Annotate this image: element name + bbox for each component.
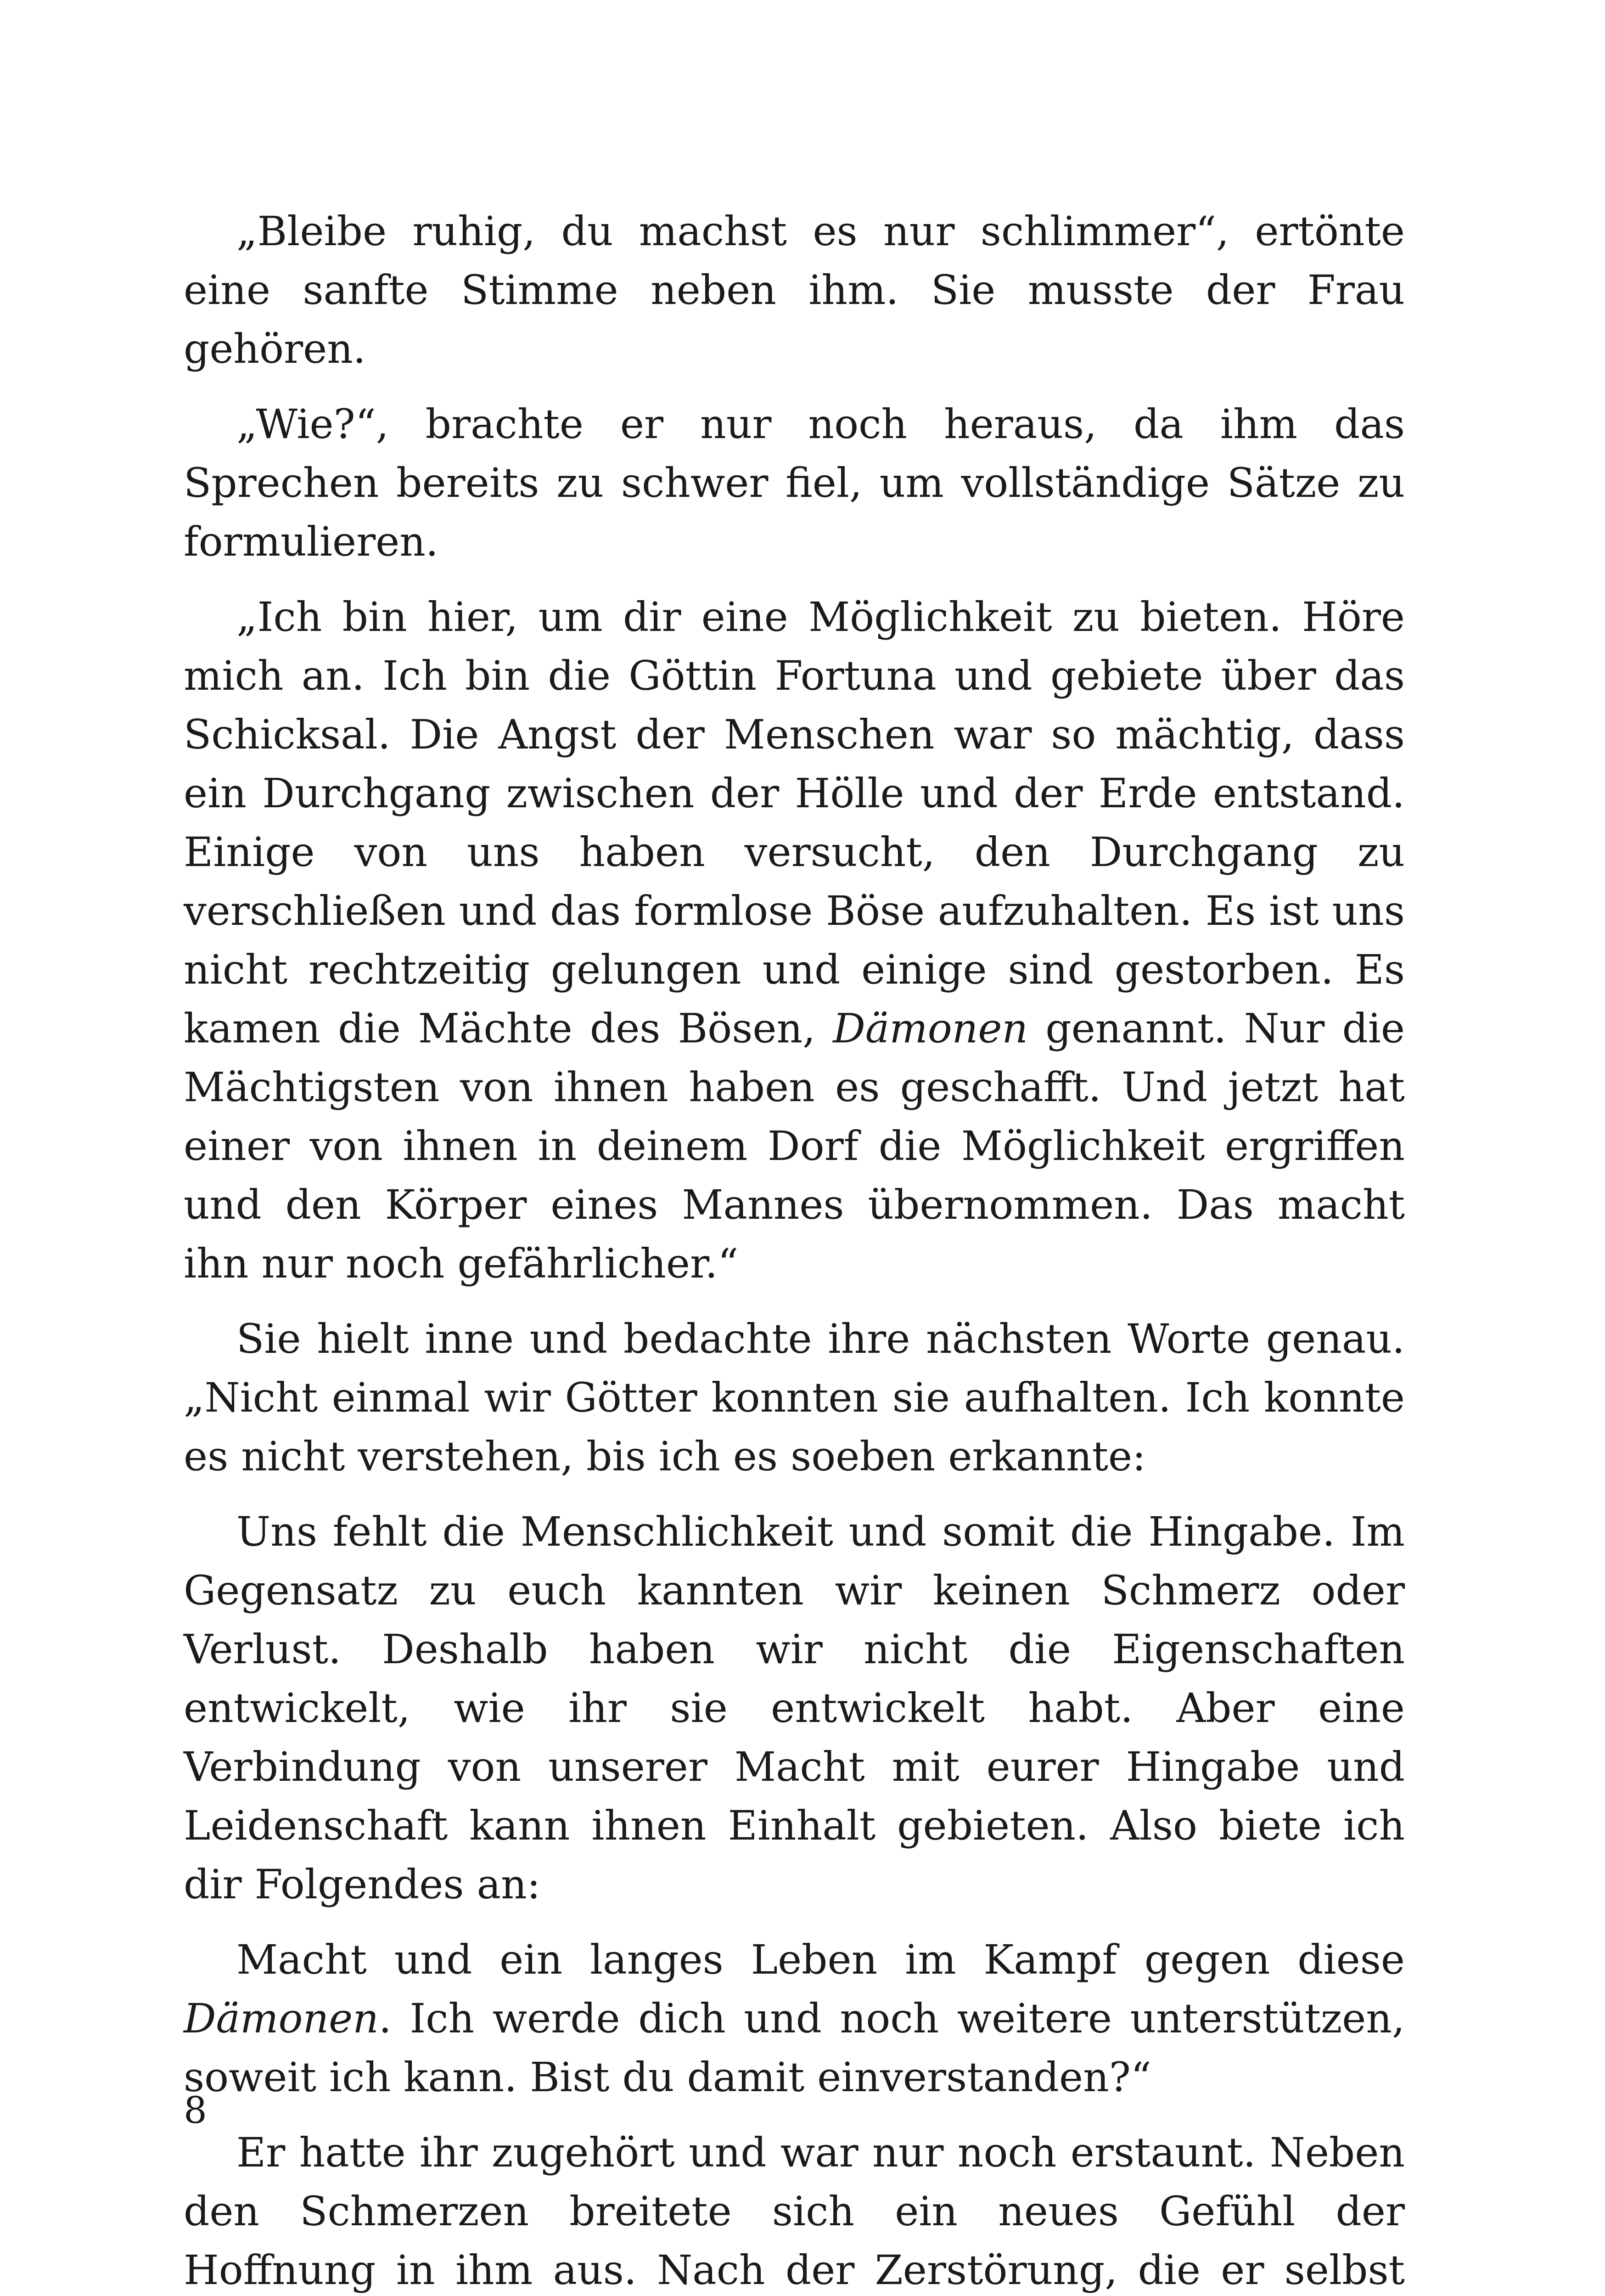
- text-run: Macht und ein langes Leben im Kampf gegen diese: [236, 1936, 1405, 1983]
- text-run: Sie hielt inne und bedachte ihre nächsten Worte genau. „Nicht einmal wir Götter konnten sie aufhalten. Ich konnte es nicht verstehen, bis ich es soeben erkannte:: [184, 1315, 1405, 1480]
- italic-term: Dämonen: [833, 1005, 1028, 1052]
- paragraph: [184, 2123, 1405, 2296]
- text-run: Er hatte ihr zugehört und war nur noch erstaunt. Neben den Schmerzen breitete sich ein neues Gefühl der Hoffnung in ihm aus. Nach der Zerstörung, die er selbst: [184, 2129, 1405, 2294]
- page-number: 8: [184, 2089, 207, 2132]
- paragraph: [184, 588, 1405, 1293]
- text-run: „Wie?“, brachte er nur noch heraus, da ihm das Sprechen bereits zu schwer fiel, um vollständige Sätze zu formulieren.: [184, 400, 1405, 565]
- paragraph: [184, 1930, 1405, 2107]
- text-run: „Bleibe ruhig, du machst es nur schlimmer“, ertönte eine sanfte Stimme neben ihm. Sie musste der Frau gehören.: [184, 208, 1405, 372]
- paragraph: [184, 1503, 1405, 1914]
- text-run: . Ich werde dich und noch weitere unterstützen, soweit ich kann. Bist du damit einverstanden?“: [184, 1995, 1405, 2101]
- text-run: Uns fehlt die Menschlichkeit und somit die Hingabe. Im Gegensatz zu euch kannten wir keinen Schmerz oder Verlust. Deshalb haben wir nicht die Eigenschaften entwickelt, wie ihr sie entwickelt habt. Aber eine Verbindung von unserer Macht mit eurer Hingabe und Leidenschaft kann ihnen Einhalt gebieten. Also biete ich dir Folgendes an:: [184, 1508, 1405, 1908]
- text-run: „Ich bin hier, um dir eine Möglichkeit zu bieten. Höre mich an. Ich bin die Göttin Fortuna und gebiete über das Schicksal. Die Angst der Menschen war so mächtig, dass ein Durchgang zwischen der Hölle und der Erde entstand. Einige von uns haben versucht, den Durchgang zu verschließen und das formlose Böse aufzuhalten. Es ist uns nicht rechtzeitig gelungen und einige sind gestorben. Es kamen die Mächte des Bösen,: [184, 593, 1405, 1052]
- body-text: [184, 202, 1405, 2296]
- paragraph: [184, 202, 1405, 378]
- italic-term: Dämonen: [184, 1995, 379, 2042]
- paragraph: [184, 395, 1405, 571]
- text-run: genannt. Nur die Mächtigsten von ihnen haben es geschafft. Und jetzt hat einer von ihnen in deinem Dorf die Möglichkeit ergriffen und den Körper eines Mannes übernommen. Das macht ihn nur noch gefährlicher.“: [184, 1005, 1405, 1287]
- paragraph: [184, 1310, 1405, 1486]
